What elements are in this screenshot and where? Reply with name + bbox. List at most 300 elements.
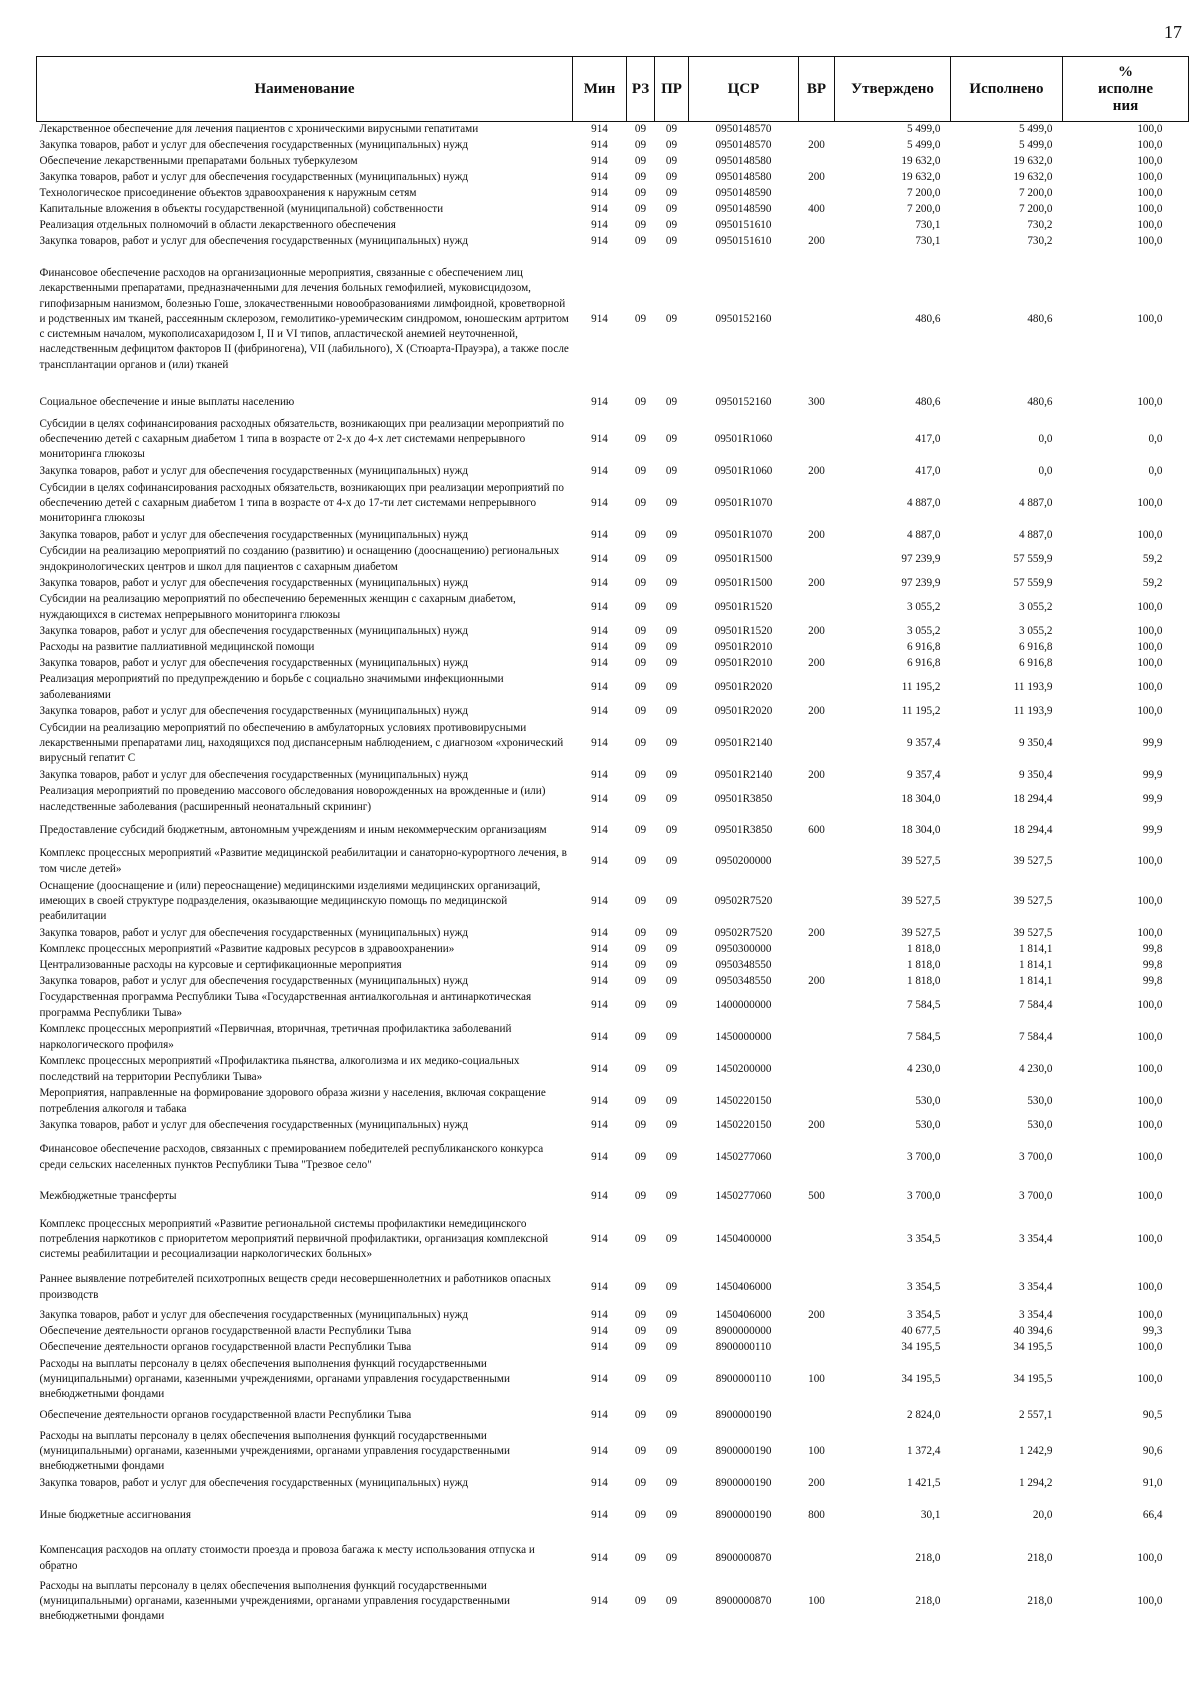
row-csr-cell: 1400000000 bbox=[715, 998, 772, 1011]
row-pr-cell: 09 bbox=[665, 640, 678, 653]
row-csr-cell: 8900000870 bbox=[715, 1594, 772, 1607]
row-rz-cell: 09 bbox=[634, 736, 647, 749]
row-pr-cell: 09 bbox=[665, 1308, 678, 1321]
table-row bbox=[37, 1428, 1189, 1476]
row-min-cell: 914 bbox=[591, 1508, 608, 1521]
table-row bbox=[37, 390, 1189, 416]
row-name-cell: Оснащение (дооснащение и (или) переоснащение) медицинскими изделиями медицинских организаций, имеющих в своей структуре подразделения, оказывающие медицинскую помощь по медицинской реабилитации bbox=[39, 879, 541, 923]
row-rz-cell: 09 bbox=[634, 656, 647, 669]
row-min-cell: 914 bbox=[591, 1150, 608, 1163]
row-executed-cell: 3 354,4 bbox=[1018, 1232, 1053, 1245]
row-csr-cell: 09501R1500 bbox=[714, 552, 773, 565]
row-min-cell: 914 bbox=[591, 1372, 608, 1385]
row-approved-cell: 530,0 bbox=[915, 1118, 941, 1131]
row-executed-cell: 19 632,0 bbox=[1013, 170, 1053, 183]
row-approved-cell: 4 230,0 bbox=[906, 1062, 941, 1075]
row-name-cell: Централизованные расходы на курсовые и сертификационные мероприятия bbox=[39, 958, 402, 971]
row-vr-cell: 200 bbox=[808, 1308, 825, 1321]
table-row bbox=[37, 816, 1189, 846]
row-rz-cell: 09 bbox=[634, 202, 647, 215]
row-pr-cell: 09 bbox=[665, 854, 678, 867]
table-row bbox=[37, 1356, 1189, 1404]
row-csr-cell: 09502R7520 bbox=[714, 894, 773, 907]
row-rz-cell: 09 bbox=[634, 1551, 647, 1564]
row-pr-cell: 09 bbox=[665, 528, 678, 541]
row-percent-cell: 100,0 bbox=[1137, 1340, 1163, 1353]
row-name-cell: Обеспечение деятельности органов государственной власти Республики Тыва bbox=[39, 1408, 412, 1421]
row-name-cell: Субсидии на реализацию мероприятий по обеспечению беременных женщин с сахарным диабетом, нуждающихся в системах непрерывного мониторинга глюкозы bbox=[39, 593, 516, 621]
row-vr-cell: 200 bbox=[808, 138, 825, 151]
row-executed-cell: 11 193,9 bbox=[1013, 704, 1053, 717]
row-rz-cell: 09 bbox=[634, 576, 647, 589]
row-rz-cell: 09 bbox=[634, 464, 647, 477]
row-percent-cell: 91,0 bbox=[1142, 1476, 1163, 1489]
row-executed-cell: 3 700,0 bbox=[1018, 1189, 1053, 1202]
row-pr-cell: 09 bbox=[665, 600, 678, 613]
row-name-cell: Реализация мероприятий по проведению массового обследования новорожденных на врожденные и (или) наследственные заболевания (расширенный неонатальный скрининг) bbox=[39, 785, 546, 813]
row-percent-cell: 90,5 bbox=[1142, 1408, 1163, 1421]
row-pr-cell: 09 bbox=[665, 138, 678, 151]
row-executed-cell: 57 559,9 bbox=[1013, 552, 1053, 565]
row-min-cell: 914 bbox=[591, 1340, 608, 1353]
row-name-cell: Расходы на развитие паллиативной медицинской помощи bbox=[39, 640, 315, 653]
row-approved-cell: 1 372,4 bbox=[906, 1444, 941, 1457]
budget-table bbox=[36, 56, 1189, 1626]
row-percent-cell: 66,4 bbox=[1142, 1508, 1163, 1521]
row-min-cell: 914 bbox=[591, 123, 608, 136]
row-approved-cell: 39 527,5 bbox=[901, 926, 941, 939]
row-rz-cell: 09 bbox=[634, 432, 647, 445]
row-csr-cell: 09501R2140 bbox=[714, 736, 773, 749]
row-pr-cell: 09 bbox=[665, 170, 678, 183]
row-vr-cell bbox=[799, 1022, 835, 1054]
row-approved-cell: 7 200,0 bbox=[906, 186, 941, 199]
row-percent-cell: 100,0 bbox=[1137, 496, 1163, 509]
row-percent-cell: 100,0 bbox=[1137, 202, 1163, 215]
row-vr-cell bbox=[799, 640, 835, 656]
row-rz-cell: 09 bbox=[634, 218, 647, 231]
row-approved-cell: 9 357,4 bbox=[906, 768, 941, 781]
table-row bbox=[37, 218, 1189, 234]
row-approved-cell: 6 916,8 bbox=[906, 656, 941, 669]
table-row bbox=[37, 704, 1189, 720]
row-name-cell: Закупка товаров, работ и услуг для обеспечения государственных (муниципальных) нужд bbox=[39, 234, 469, 247]
table-row bbox=[37, 1476, 1189, 1492]
row-rz-cell: 09 bbox=[634, 958, 647, 971]
row-vr-cell: 200 bbox=[808, 528, 825, 541]
row-pr-cell: 09 bbox=[665, 464, 678, 477]
row-name-cell: Межбюджетные трансферты bbox=[39, 1189, 177, 1202]
table-row bbox=[37, 1492, 1189, 1540]
header-vr: ВР bbox=[799, 57, 835, 122]
row-pr-cell: 09 bbox=[665, 656, 678, 669]
row-name-cell: Предоставление субсидий бюджетным, автономным учреждениям и иным некоммерческим организациям bbox=[39, 823, 547, 836]
row-rz-cell: 09 bbox=[634, 1308, 647, 1321]
table-row bbox=[37, 576, 1189, 592]
header-min: Мин bbox=[573, 57, 627, 122]
row-approved-cell: 3 354,5 bbox=[906, 1232, 941, 1245]
row-name-cell: Государственная программа Республики Тыва «Государственная антиалкогольная и антинаркотическая программа Республики Тыва» bbox=[39, 991, 532, 1019]
row-min-cell: 914 bbox=[591, 1030, 608, 1043]
row-rz-cell: 09 bbox=[634, 154, 647, 167]
row-pr-cell: 09 bbox=[665, 123, 678, 136]
row-percent-cell: 100,0 bbox=[1137, 1094, 1163, 1107]
row-vr-cell: 200 bbox=[808, 234, 825, 247]
row-percent-cell: 100,0 bbox=[1137, 1189, 1163, 1202]
row-vr-cell bbox=[799, 1268, 835, 1308]
header-percent-line1: % bbox=[1118, 63, 1133, 80]
row-executed-cell: 480,6 bbox=[1027, 395, 1053, 408]
row-percent-cell: 90,6 bbox=[1142, 1444, 1163, 1457]
row-percent-cell: 99,9 bbox=[1142, 768, 1163, 781]
row-executed-cell: 40 394,6 bbox=[1013, 1324, 1053, 1337]
row-rz-cell: 09 bbox=[634, 1280, 647, 1293]
table-row bbox=[37, 480, 1189, 528]
table-row bbox=[37, 592, 1189, 624]
row-vr-cell bbox=[799, 544, 835, 576]
row-rz-cell: 09 bbox=[634, 1408, 647, 1421]
row-rz-cell: 09 bbox=[634, 1594, 647, 1607]
row-min-cell: 914 bbox=[591, 656, 608, 669]
row-csr-cell: 0950148580 bbox=[715, 170, 772, 183]
row-pr-cell: 09 bbox=[665, 395, 678, 408]
row-name-cell: Социальное обеспечение и иные выплаты населению bbox=[39, 395, 295, 408]
row-name-cell: Обеспечение деятельности органов государственной власти Республики Тыва bbox=[39, 1340, 412, 1353]
row-approved-cell: 5 499,0 bbox=[906, 138, 941, 151]
row-vr-cell bbox=[799, 480, 835, 528]
row-executed-cell: 1 814,1 bbox=[1018, 958, 1053, 971]
row-min-cell: 914 bbox=[591, 138, 608, 151]
row-min-cell: 914 bbox=[591, 624, 608, 637]
row-executed-cell: 1 242,9 bbox=[1018, 1444, 1053, 1457]
row-csr-cell: 09501R3850 bbox=[714, 792, 773, 805]
row-name-cell: Закупка товаров, работ и услуг для обеспечения государственных (муниципальных) нужд bbox=[39, 1476, 469, 1489]
row-executed-cell: 1 814,1 bbox=[1018, 942, 1053, 955]
row-name-cell: Комплекс процессных мероприятий «Развитие региональной системы профилактики немедицинского потребления наркотиков с приоритетом мероприятий первичной профилактики, организация комплексной системы реабилитации и ресоциализации наркологических больных» bbox=[39, 1217, 549, 1261]
row-csr-cell: 09502R7520 bbox=[714, 926, 773, 939]
row-approved-cell: 7 584,5 bbox=[906, 1030, 941, 1043]
row-percent-cell: 100,0 bbox=[1137, 1150, 1163, 1163]
row-name-cell: Мероприятия, направленные на формирование здорового образа жизни у населения, включая сокращение потребления алкоголя и табака bbox=[39, 1087, 546, 1115]
row-percent-cell: 100,0 bbox=[1137, 1118, 1163, 1131]
row-approved-cell: 7 584,5 bbox=[906, 998, 941, 1011]
row-executed-cell: 1 814,1 bbox=[1018, 974, 1053, 987]
row-min-cell: 914 bbox=[591, 974, 608, 987]
row-vr-cell bbox=[799, 1324, 835, 1340]
row-pr-cell: 09 bbox=[665, 576, 678, 589]
row-csr-cell: 09501R1070 bbox=[714, 528, 773, 541]
row-executed-cell: 39 527,5 bbox=[1013, 894, 1053, 907]
row-pr-cell: 09 bbox=[665, 218, 678, 231]
row-percent-cell: 99,9 bbox=[1142, 792, 1163, 805]
row-approved-cell: 34 195,5 bbox=[901, 1372, 941, 1385]
row-executed-cell: 4 887,0 bbox=[1018, 496, 1053, 509]
row-vr-cell bbox=[799, 1086, 835, 1118]
row-vr-cell: 200 bbox=[808, 464, 825, 477]
row-executed-cell: 730,2 bbox=[1027, 234, 1053, 247]
row-approved-cell: 3 055,2 bbox=[906, 624, 941, 637]
row-percent-cell: 99,8 bbox=[1142, 974, 1163, 987]
row-percent-cell: 99,3 bbox=[1142, 1324, 1163, 1337]
row-percent-cell: 0,0 bbox=[1148, 432, 1163, 445]
row-approved-cell: 3 700,0 bbox=[906, 1150, 941, 1163]
row-percent-cell: 100,0 bbox=[1137, 1372, 1163, 1385]
row-csr-cell: 0950152160 bbox=[715, 312, 772, 325]
row-rz-cell: 09 bbox=[634, 1232, 647, 1245]
table-row bbox=[37, 878, 1189, 926]
row-vr-cell bbox=[799, 122, 835, 138]
table-row bbox=[37, 464, 1189, 480]
table-row bbox=[37, 624, 1189, 640]
row-pr-cell: 09 bbox=[665, 1189, 678, 1202]
row-vr-cell bbox=[799, 990, 835, 1022]
row-min-cell: 914 bbox=[591, 1062, 608, 1075]
row-vr-cell bbox=[799, 878, 835, 926]
row-executed-cell: 0,0 bbox=[1038, 432, 1053, 445]
row-name-cell: Субсидии в целях софинансирования расходных обязательств, возникающих при реализации мероприятий по обеспечению детей с сахарным диабетом 1 типа в возрасте от 2-х до 4-х лет системами непрерывного мониторинга глюкозы bbox=[39, 417, 564, 461]
table-row bbox=[37, 1022, 1189, 1054]
row-pr-cell: 09 bbox=[665, 1324, 678, 1337]
row-executed-cell: 4 887,0 bbox=[1018, 528, 1053, 541]
row-percent-cell: 100,0 bbox=[1137, 854, 1163, 867]
row-rz-cell: 09 bbox=[634, 680, 647, 693]
row-min-cell: 914 bbox=[591, 894, 608, 907]
row-executed-cell: 18 294,4 bbox=[1013, 823, 1053, 836]
row-rz-cell: 09 bbox=[634, 1324, 647, 1337]
row-percent-cell: 100,0 bbox=[1137, 1308, 1163, 1321]
row-percent-cell: 100,0 bbox=[1137, 154, 1163, 167]
row-executed-cell: 34 195,5 bbox=[1013, 1340, 1053, 1353]
row-pr-cell: 09 bbox=[665, 1150, 678, 1163]
row-approved-cell: 4 887,0 bbox=[906, 528, 941, 541]
row-percent-cell: 100,0 bbox=[1137, 926, 1163, 939]
row-approved-cell: 97 239,9 bbox=[901, 576, 941, 589]
row-vr-cell: 100 bbox=[808, 1372, 825, 1385]
row-pr-cell: 09 bbox=[665, 704, 678, 717]
row-vr-cell: 200 bbox=[808, 1118, 825, 1131]
table-row bbox=[37, 1340, 1189, 1356]
row-approved-cell: 11 195,2 bbox=[901, 704, 941, 717]
row-min-cell: 914 bbox=[591, 768, 608, 781]
row-name-cell: Закупка товаров, работ и услуг для обеспечения государственных (муниципальных) нужд bbox=[39, 528, 469, 541]
row-name-cell: Компенсация расходов на оплату стоимости проезда и провоза багажа к месту использования отпуска и обратно bbox=[39, 1544, 535, 1572]
row-min-cell: 914 bbox=[591, 1476, 608, 1489]
row-percent-cell: 100,0 bbox=[1137, 1594, 1163, 1607]
row-approved-cell: 1 818,0 bbox=[906, 942, 941, 955]
row-name-cell: Закупка товаров, работ и услуг для обеспечения государственных (муниципальных) нужд bbox=[39, 624, 469, 637]
row-vr-cell: 800 bbox=[808, 1508, 825, 1521]
row-vr-cell bbox=[799, 1540, 835, 1578]
header-percent-line3: ния bbox=[1112, 97, 1139, 114]
row-executed-cell: 730,2 bbox=[1027, 218, 1053, 231]
row-csr-cell: 0950348550 bbox=[715, 958, 772, 971]
row-name-cell: Реализация мероприятий по предупреждению и борьбе с социально значимыми инфекционными заболеваниями bbox=[39, 673, 504, 701]
table-row bbox=[37, 1540, 1189, 1578]
row-name-cell: Закупка товаров, работ и услуг для обеспечения государственных (муниципальных) нужд bbox=[39, 656, 469, 669]
row-rz-cell: 09 bbox=[634, 234, 647, 247]
row-pr-cell: 09 bbox=[665, 202, 678, 215]
header-csr: ЦСР bbox=[689, 57, 799, 122]
table-row bbox=[37, 1404, 1189, 1428]
row-approved-cell: 730,1 bbox=[915, 234, 941, 247]
row-min-cell: 914 bbox=[591, 1280, 608, 1293]
row-name-cell: Раннее выявление потребителей психотропных веществ среди несовершеннолетних и работников опасных производств bbox=[39, 1273, 551, 1301]
row-rz-cell: 09 bbox=[634, 1372, 647, 1385]
row-min-cell: 914 bbox=[591, 552, 608, 565]
row-min-cell: 914 bbox=[591, 496, 608, 509]
row-approved-cell: 218,0 bbox=[915, 1551, 941, 1564]
row-approved-cell: 19 632,0 bbox=[901, 154, 941, 167]
row-csr-cell: 0950200000 bbox=[715, 854, 772, 867]
row-rz-cell: 09 bbox=[634, 894, 647, 907]
row-name-cell: Комплекс процессных мероприятий «Профилактика пьянства, алкоголизма и их медико-социальных последствий на территории Республики Тыва» bbox=[39, 1055, 520, 1083]
row-executed-cell: 18 294,4 bbox=[1013, 792, 1053, 805]
row-csr-cell: 0950148590 bbox=[715, 186, 772, 199]
row-rz-cell: 09 bbox=[634, 138, 647, 151]
row-csr-cell: 8900000190 bbox=[715, 1508, 772, 1521]
row-approved-cell: 2 824,0 bbox=[906, 1408, 941, 1421]
row-vr-cell bbox=[799, 1212, 835, 1268]
table-row bbox=[37, 1118, 1189, 1134]
row-vr-cell bbox=[799, 250, 835, 390]
row-vr-cell: 200 bbox=[808, 170, 825, 183]
row-csr-cell: 8900000190 bbox=[715, 1444, 772, 1457]
row-executed-cell: 3 055,2 bbox=[1018, 624, 1053, 637]
row-csr-cell: 0950148580 bbox=[715, 154, 772, 167]
row-percent-cell: 100,0 bbox=[1137, 656, 1163, 669]
row-vr-cell: 100 bbox=[808, 1444, 825, 1457]
row-name-cell: Закупка товаров, работ и услуг для обеспечения государственных (муниципальных) нужд bbox=[39, 704, 469, 717]
row-name-cell: Закупка товаров, работ и услуг для обеспечения государственных (муниципальных) нужд bbox=[39, 576, 469, 589]
row-rz-cell: 09 bbox=[634, 1189, 647, 1202]
row-executed-cell: 218,0 bbox=[1027, 1551, 1053, 1564]
table-row bbox=[37, 942, 1189, 958]
row-min-cell: 914 bbox=[591, 736, 608, 749]
row-approved-cell: 480,6 bbox=[915, 395, 941, 408]
row-approved-cell: 9 357,4 bbox=[906, 736, 941, 749]
row-approved-cell: 19 632,0 bbox=[901, 170, 941, 183]
table-row bbox=[37, 234, 1189, 250]
row-executed-cell: 19 632,0 bbox=[1013, 154, 1053, 167]
row-csr-cell: 09501R2020 bbox=[714, 680, 773, 693]
row-executed-cell: 6 916,8 bbox=[1018, 656, 1053, 669]
row-csr-cell: 1450220150 bbox=[715, 1094, 772, 1107]
table-row bbox=[37, 720, 1189, 768]
row-vr-cell bbox=[799, 1340, 835, 1356]
row-approved-cell: 730,1 bbox=[915, 218, 941, 231]
row-csr-cell: 09501R1060 bbox=[714, 432, 773, 445]
row-percent-cell: 99,8 bbox=[1142, 942, 1163, 955]
row-csr-cell: 09501R2020 bbox=[714, 704, 773, 717]
row-min-cell: 914 bbox=[591, 1189, 608, 1202]
row-rz-cell: 09 bbox=[634, 1444, 647, 1457]
row-vr-cell bbox=[799, 784, 835, 816]
row-min-cell: 914 bbox=[591, 1094, 608, 1107]
row-pr-cell: 09 bbox=[665, 1551, 678, 1564]
row-min-cell: 914 bbox=[591, 1308, 608, 1321]
row-pr-cell: 09 bbox=[665, 942, 678, 955]
row-percent-cell: 100,0 bbox=[1137, 680, 1163, 693]
row-percent-cell: 100,0 bbox=[1137, 395, 1163, 408]
row-min-cell: 914 bbox=[591, 958, 608, 971]
row-rz-cell: 09 bbox=[634, 823, 647, 836]
row-percent-cell: 100,0 bbox=[1137, 1232, 1163, 1245]
row-executed-cell: 530,0 bbox=[1027, 1094, 1053, 1107]
row-pr-cell: 09 bbox=[665, 186, 678, 199]
table-row bbox=[37, 1268, 1189, 1308]
row-min-cell: 914 bbox=[591, 432, 608, 445]
row-csr-cell: 8900000870 bbox=[715, 1551, 772, 1564]
table-row bbox=[37, 1086, 1189, 1118]
row-csr-cell: 0950348550 bbox=[715, 974, 772, 987]
row-pr-cell: 09 bbox=[665, 958, 678, 971]
row-csr-cell: 09501R3850 bbox=[714, 823, 773, 836]
row-csr-cell: 09501R1060 bbox=[714, 464, 773, 477]
row-csr-cell: 0950151610 bbox=[715, 218, 772, 231]
row-min-cell: 914 bbox=[591, 170, 608, 183]
row-percent-cell: 99,9 bbox=[1142, 823, 1163, 836]
row-vr-cell: 200 bbox=[808, 656, 825, 669]
row-rz-cell: 09 bbox=[634, 942, 647, 955]
row-executed-cell: 4 230,0 bbox=[1018, 1062, 1053, 1075]
row-vr-cell: 200 bbox=[808, 576, 825, 589]
row-csr-cell: 0950152160 bbox=[715, 395, 772, 408]
row-min-cell: 914 bbox=[591, 218, 608, 231]
row-min-cell: 914 bbox=[591, 792, 608, 805]
row-csr-cell: 0950148570 bbox=[715, 123, 772, 136]
row-pr-cell: 09 bbox=[665, 1094, 678, 1107]
row-csr-cell: 1450406000 bbox=[715, 1308, 772, 1321]
row-rz-cell: 09 bbox=[634, 1340, 647, 1353]
row-pr-cell: 09 bbox=[665, 1340, 678, 1353]
table-row bbox=[37, 768, 1189, 784]
row-executed-cell: 7 200,0 bbox=[1018, 186, 1053, 199]
header-percent-line2: исполне bbox=[1098, 80, 1153, 97]
row-csr-cell: 1450400000 bbox=[715, 1232, 772, 1245]
row-executed-cell: 20,0 bbox=[1032, 1508, 1053, 1521]
header-name: Наименование bbox=[37, 57, 573, 122]
row-vr-cell: 400 bbox=[808, 202, 825, 215]
row-vr-cell: 200 bbox=[808, 974, 825, 987]
row-rz-cell: 09 bbox=[634, 998, 647, 1011]
row-rz-cell: 09 bbox=[634, 640, 647, 653]
row-vr-cell bbox=[799, 958, 835, 974]
row-rz-cell: 09 bbox=[634, 768, 647, 781]
table-row bbox=[37, 416, 1189, 464]
row-csr-cell: 0950148570 bbox=[715, 138, 772, 151]
table-row bbox=[37, 122, 1189, 138]
row-name-cell: Лекарственное обеспечение для лечения пациентов с хроническими вирусными гепатитами bbox=[39, 123, 479, 136]
row-name-cell: Капитальные вложения в объекты государственной (муниципальной) собственности bbox=[39, 202, 444, 215]
row-rz-cell: 09 bbox=[634, 186, 647, 199]
row-approved-cell: 1 818,0 bbox=[906, 974, 941, 987]
row-approved-cell: 1 818,0 bbox=[906, 958, 941, 971]
row-approved-cell: 40 677,5 bbox=[901, 1324, 941, 1337]
row-percent-cell: 100,0 bbox=[1137, 640, 1163, 653]
row-name-cell: Комплекс процессных мероприятий «Развитие медицинской реабилитации и санаторно-курортного лечения, в том числе детей» bbox=[39, 847, 567, 875]
row-vr-cell bbox=[799, 1404, 835, 1428]
row-percent-cell: 100,0 bbox=[1137, 186, 1163, 199]
row-pr-cell: 09 bbox=[665, 432, 678, 445]
row-min-cell: 914 bbox=[591, 312, 608, 325]
row-approved-cell: 97 239,9 bbox=[901, 552, 941, 565]
row-approved-cell: 3 354,5 bbox=[906, 1280, 941, 1293]
row-csr-cell: 8900000190 bbox=[715, 1476, 772, 1489]
row-min-cell: 914 bbox=[591, 854, 608, 867]
row-csr-cell: 8900000190 bbox=[715, 1408, 772, 1421]
row-approved-cell: 1 421,5 bbox=[906, 1476, 941, 1489]
row-min-cell: 914 bbox=[591, 1551, 608, 1564]
